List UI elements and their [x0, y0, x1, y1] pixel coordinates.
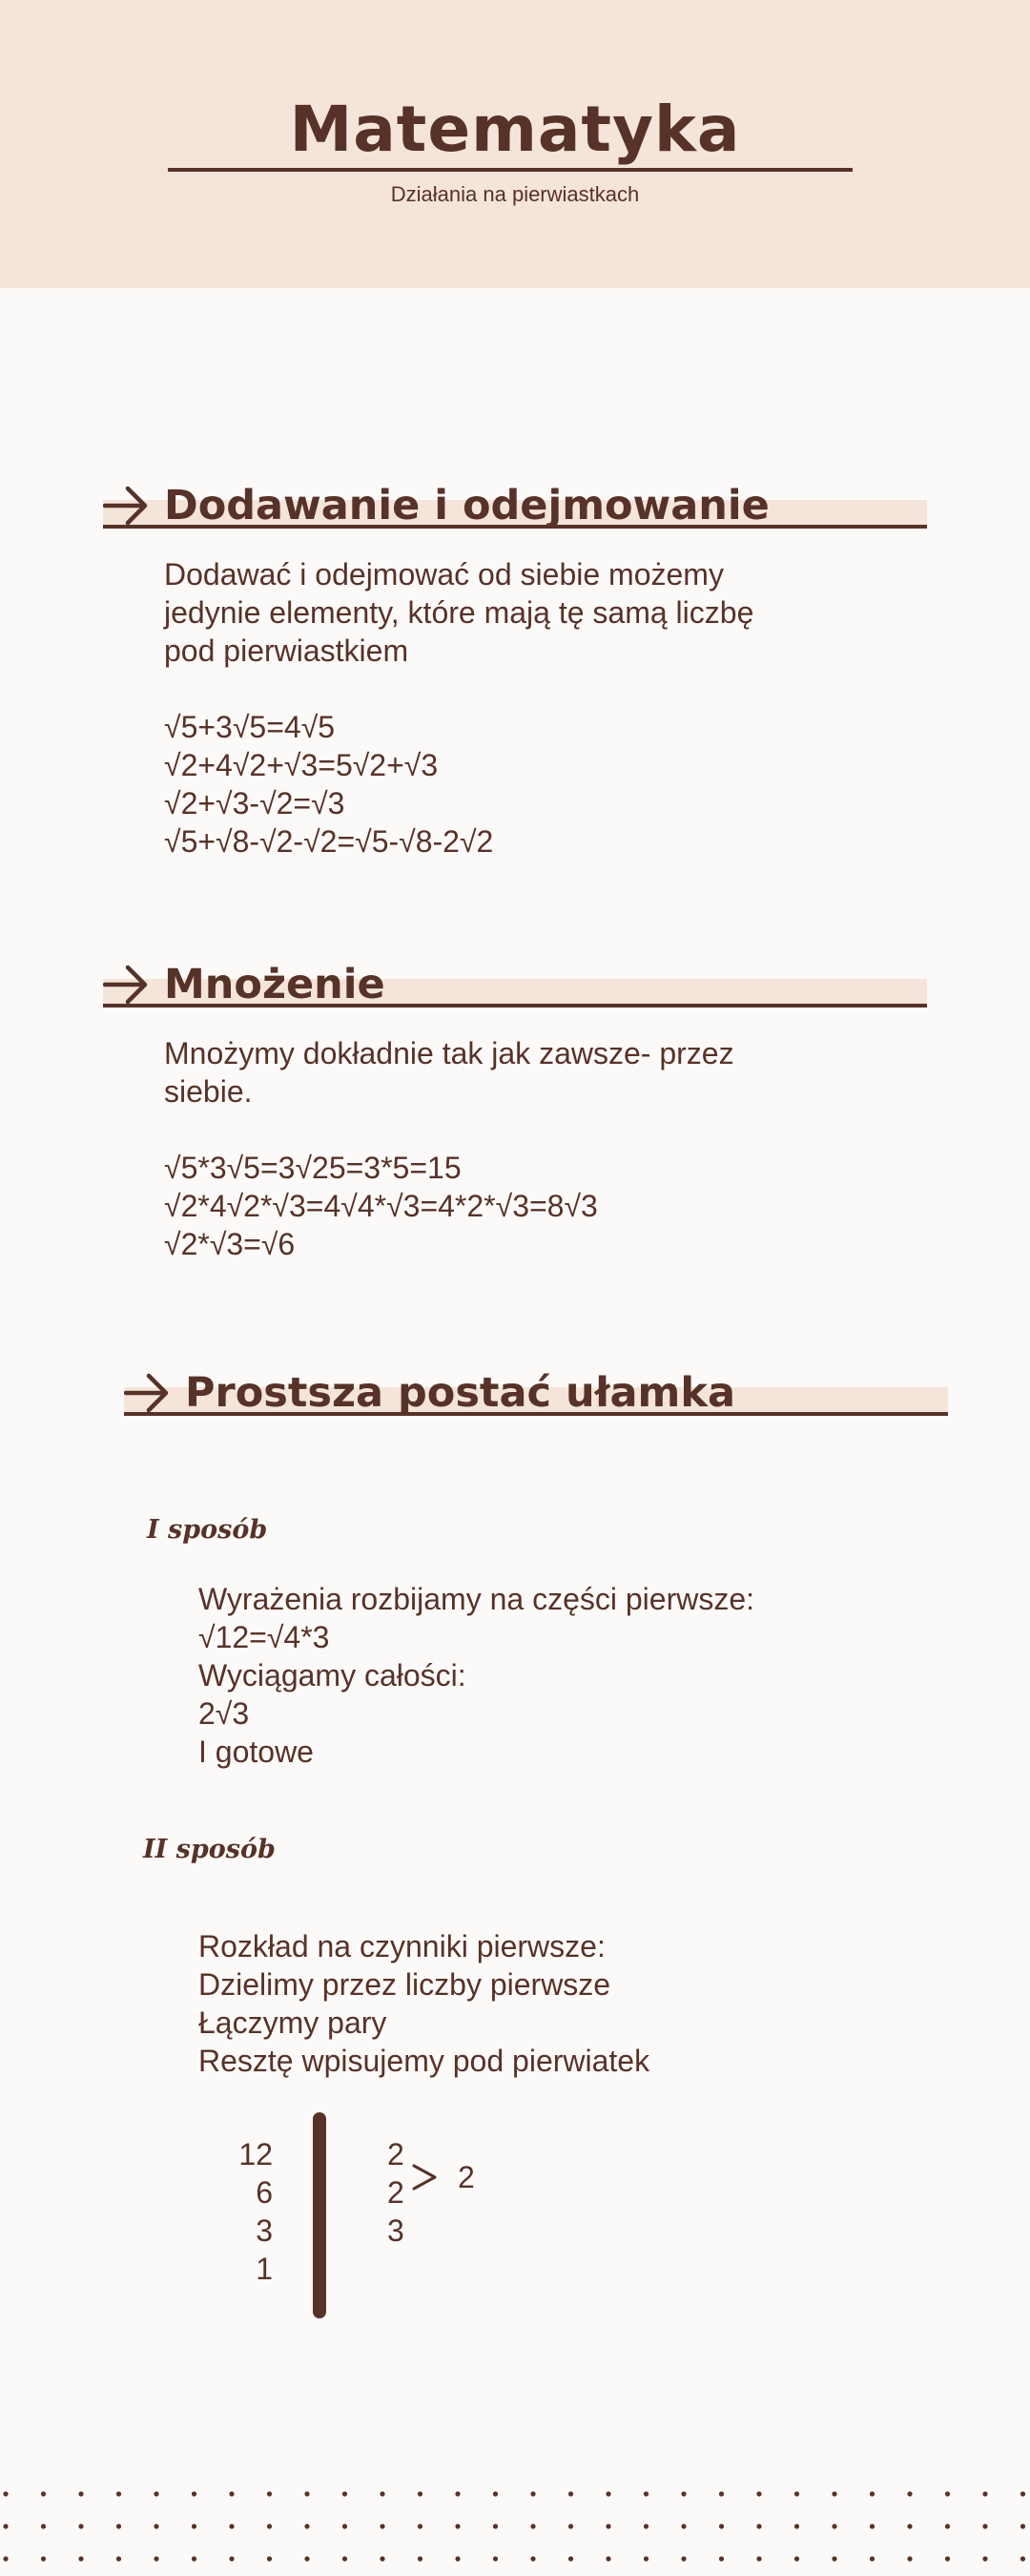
greater-than-icon: [410, 2162, 439, 2192]
decorative-dot: [794, 2556, 799, 2561]
decorative-dot: [380, 2491, 384, 2496]
decorative-dot: [606, 2524, 610, 2528]
decorative-dot: [945, 2556, 950, 2561]
decorative-dot: [455, 2556, 460, 2561]
decorative-dot: [3, 2556, 8, 2561]
decorative-dot: [78, 2524, 83, 2528]
method-1-label: I sposób: [147, 1515, 268, 1545]
decorative-dot: [1020, 2524, 1025, 2528]
decorative-dot: [192, 2524, 196, 2528]
decorative-dot: [493, 2524, 498, 2528]
decorative-dot: [41, 2491, 46, 2496]
factorization-dividends: [200, 2135, 273, 2288]
step-line: Łączymy pary: [198, 2005, 387, 2040]
decorative-dot-pattern: [0, 2481, 1030, 2576]
title-underline: [168, 168, 853, 172]
decorative-dot: [832, 2524, 836, 2528]
divisor-value: 2: [387, 2175, 404, 2210]
factorization-divisors: [387, 2135, 404, 2250]
dividend-value: 12: [238, 2137, 273, 2171]
decorative-dot: [870, 2524, 875, 2528]
step-line: 2√3: [198, 1696, 250, 1731]
example-line: √2+4√2+√3=5√2+√3: [164, 748, 439, 782]
example-line: √5*3√5=3√25=3*5=15: [164, 1151, 462, 1185]
decorative-dot: [304, 2556, 309, 2561]
divisor-value: 3: [387, 2213, 404, 2248]
multiplication-description: [164, 1034, 734, 1111]
addition-description: [164, 555, 753, 670]
decorative-dot: [530, 2524, 535, 2528]
decorative-dot: [945, 2491, 950, 2496]
decorative-dot: [418, 2524, 422, 2528]
step-line: Wyrażenia rozbijamy na części pierwsze:: [198, 1582, 755, 1616]
decorative-dot: [606, 2556, 610, 2561]
step-line: Dzielimy przez liczby pierwsze: [198, 1967, 611, 2002]
decorative-dot: [3, 2491, 8, 2496]
decorative-dot: [229, 2556, 234, 2561]
decorative-dot: [78, 2491, 83, 2496]
decorative-dot: [154, 2556, 158, 2561]
decorative-dot: [154, 2491, 158, 2496]
decorative-dot: [3, 2524, 8, 2528]
divisor-value: 2: [387, 2137, 404, 2171]
arrow-right-icon: [103, 485, 151, 527]
decorative-dot: [493, 2556, 498, 2561]
decorative-dot: [756, 2524, 761, 2528]
section-heading-addition: [103, 479, 927, 536]
decorative-dot: [719, 2524, 724, 2528]
decorative-dot: [493, 2491, 498, 2496]
text-line: pod pierwiastkiem: [164, 634, 409, 668]
decorative-dot: [455, 2524, 460, 2528]
decorative-dot: [794, 2491, 799, 2496]
decorative-dot: [154, 2524, 158, 2528]
decorative-dot: [832, 2491, 836, 2496]
decorative-dot: [342, 2524, 347, 2528]
example-line: √2+√3-√2=√3: [164, 786, 345, 821]
decorative-dot: [832, 2556, 836, 2561]
text-line: Mnożymy dokładnie tak jak zawsze- przez: [164, 1036, 734, 1070]
dividend-value: 6: [256, 2175, 273, 2210]
method-1-steps: [198, 1580, 754, 1771]
step-line: Rozkład na czynniki pierwsze:: [198, 1929, 606, 1963]
decorative-dot: [116, 2524, 121, 2528]
decorative-dot: [192, 2556, 196, 2561]
decorative-dot: [644, 2556, 649, 2561]
decorative-dot: [342, 2491, 347, 2496]
decorative-dot: [304, 2524, 309, 2528]
method-2-label: II sposób: [143, 1835, 276, 1864]
decorative-dot: [756, 2556, 761, 2561]
decorative-dot: [192, 2491, 196, 2496]
decorative-dot: [229, 2491, 234, 2496]
section-title-addition: Dodawanie i odejmowanie: [164, 482, 770, 530]
dividend-value: 3: [256, 2213, 273, 2248]
decorative-dot: [342, 2556, 347, 2561]
decorative-dot: [568, 2556, 573, 2561]
decorative-dot: [455, 2491, 460, 2496]
decorative-dot: [907, 2524, 912, 2528]
decorative-dot: [41, 2556, 46, 2561]
decorative-dot: [1020, 2556, 1025, 2561]
factorization-divider-bar: [313, 2112, 326, 2318]
decorative-dot: [304, 2491, 309, 2496]
decorative-dot: [756, 2491, 761, 2496]
decorative-dot: [229, 2524, 234, 2528]
decorative-dot: [116, 2556, 121, 2561]
decorative-dot: [982, 2556, 987, 2561]
example-line: √5+3√5=4√5: [164, 710, 336, 744]
page-title: Matematyka: [289, 93, 741, 166]
section-heading-multiplication: [103, 958, 927, 1015]
decorative-dot: [380, 2524, 384, 2528]
decorative-dot: [719, 2491, 724, 2496]
step-line: Resztę wpisujemy pod pierwiatek: [198, 2044, 650, 2078]
method-2-steps: [198, 1927, 649, 2080]
decorative-dot: [907, 2491, 912, 2496]
decorative-dot: [1020, 2491, 1025, 2496]
arrow-right-icon: [124, 1372, 172, 1414]
addition-examples: [164, 708, 493, 861]
decorative-dot: [530, 2491, 535, 2496]
decorative-dot: [78, 2556, 83, 2561]
decorative-dot: [644, 2524, 649, 2528]
step-line: Wyciągamy całości:: [198, 1658, 466, 1693]
decorative-dot: [418, 2556, 422, 2561]
decorative-dot: [530, 2556, 535, 2561]
example-line: √2*4√2*√3=4√4*√3=4*2*√3=8√3: [164, 1189, 598, 1223]
decorative-dot: [568, 2524, 573, 2528]
text-line: siebie.: [164, 1074, 253, 1109]
section-title-simplify: Prostsza postać ułamka: [185, 1369, 735, 1417]
section-title-multiplication: Mnożenie: [164, 961, 385, 1008]
decorative-dot: [982, 2491, 987, 2496]
decorative-dot: [418, 2491, 422, 2496]
decorative-dot: [681, 2491, 686, 2496]
arrow-right-icon: [103, 964, 151, 1006]
decorative-dot: [606, 2491, 610, 2496]
text-line: Dodawać i odejmować od siebie możemy: [164, 557, 724, 592]
decorative-dot: [380, 2556, 384, 2561]
decorative-dot: [907, 2556, 912, 2561]
step-line: √12=√4*3: [198, 1620, 330, 1654]
multiplication-examples: [164, 1149, 598, 1263]
example-line: √2*√3=√6: [164, 1227, 296, 1261]
decorative-dot: [870, 2556, 875, 2561]
decorative-dot: [982, 2524, 987, 2528]
decorative-dot: [568, 2491, 573, 2496]
example-line: √5+√8-√2-√2=√5-√8-2√2: [164, 824, 494, 859]
decorative-dot: [870, 2491, 875, 2496]
step-line: I gotowe: [198, 1735, 314, 1769]
decorative-dot: [681, 2556, 686, 2561]
decorative-dot: [644, 2491, 649, 2496]
decorative-dot: [267, 2491, 272, 2496]
decorative-dot: [681, 2524, 686, 2528]
decorative-dot: [794, 2524, 799, 2528]
decorative-dot: [267, 2556, 272, 2561]
dividend-value: 1: [256, 2252, 273, 2286]
decorative-dot: [116, 2491, 121, 2496]
text-line: jedynie elementy, które mają tę samą liczbę: [164, 595, 754, 630]
section-heading-simplify: [124, 1366, 948, 1423]
decorative-dot: [41, 2524, 46, 2528]
decorative-dot: [267, 2524, 272, 2528]
page-subtitle: Działania na pierwiastkach: [390, 182, 640, 206]
decorative-dot: [719, 2556, 724, 2561]
pair-result: 2: [458, 2160, 475, 2194]
decorative-dot: [945, 2524, 950, 2528]
